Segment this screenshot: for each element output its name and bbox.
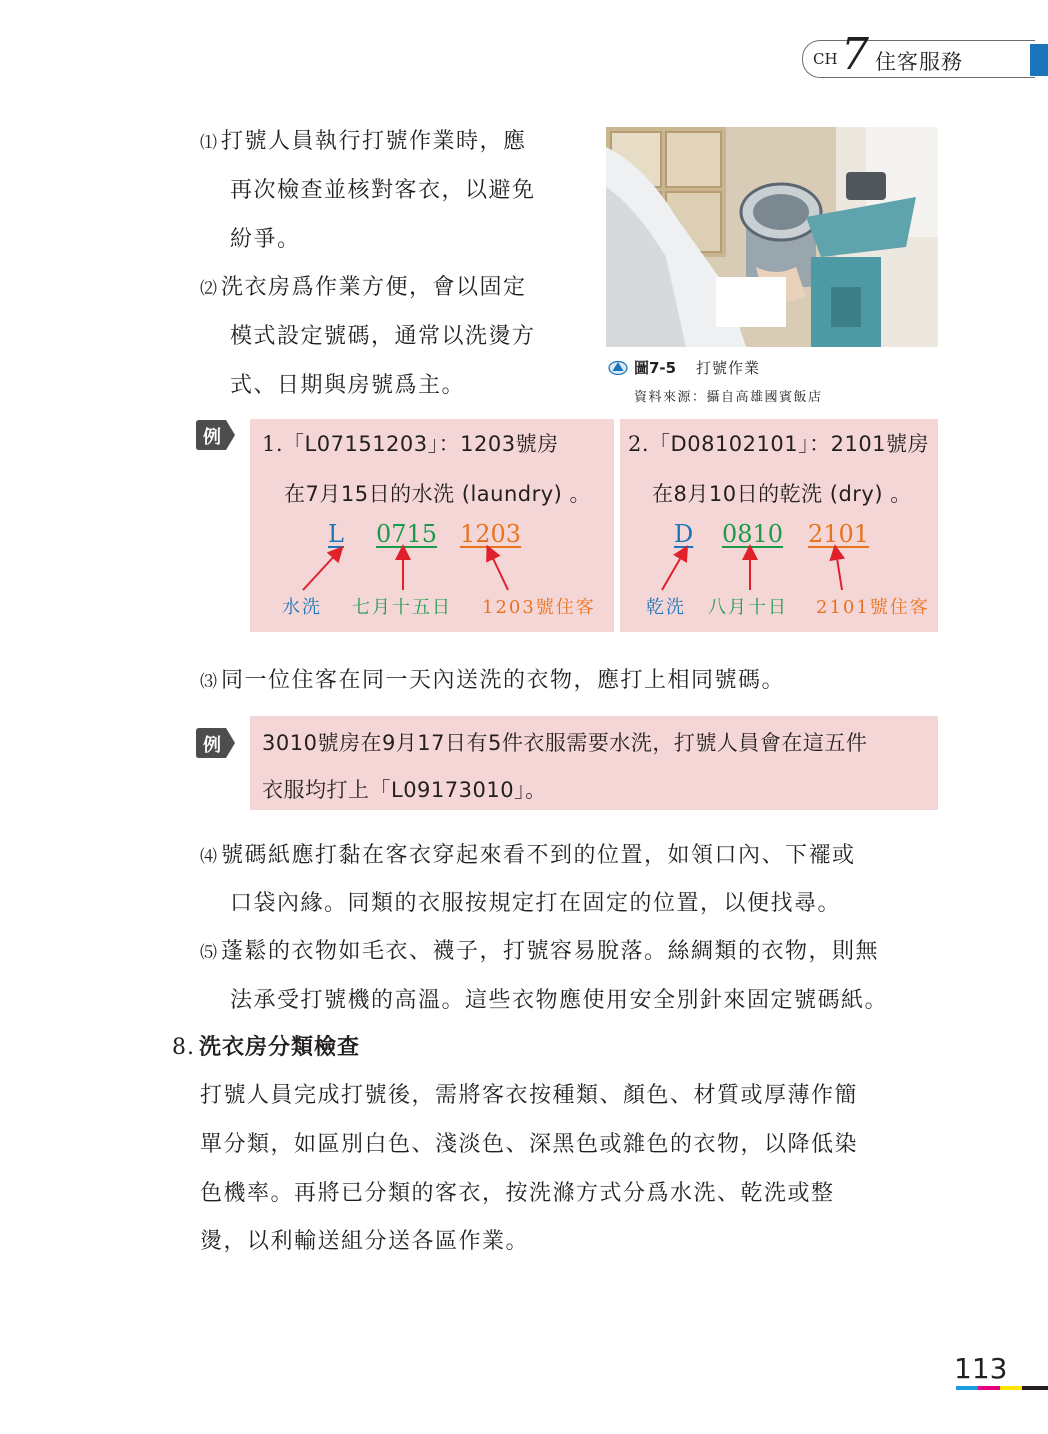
- chapter-title: 住客服務: [875, 50, 963, 74]
- item-2-line-3: 式、日期與房號爲主。: [230, 373, 466, 398]
- chapter-prefix: CH: [813, 50, 838, 68]
- code-arrows: [250, 540, 940, 600]
- label-date: 七月十五日: [352, 597, 452, 618]
- figure-label: 圖7-5: [634, 359, 677, 377]
- item-4-line-1: ⑷ 號碼紙應打黏在客衣穿起來看不到的位置，如領口內、下襬或: [200, 843, 856, 868]
- example-2-line-2: 衣服均打上「L09173010」。: [262, 778, 547, 802]
- item-4-line-2: 口袋內緣。同類的衣服按規定打在固定的位置，以便找尋。: [230, 891, 842, 916]
- item-5-line-2: 法承受打號機的高溫。這些衣物應使用安全別針來固定號碼紙。: [230, 988, 889, 1013]
- item-1-marker: ⑴: [200, 133, 217, 153]
- section-8-line-4: 燙，以利輸送組分送各區作業。: [200, 1229, 530, 1254]
- code-segment-date: 0715: [376, 520, 438, 548]
- example-1-left-line-1: 1.「L07151203」：1203號房: [262, 432, 559, 456]
- code-segment-type: L: [328, 520, 344, 548]
- code-segment-date: 0810: [722, 520, 784, 548]
- item-3-line-1: ⑶ 同一位住客在同一天內送洗的衣物，應打上相同號碼。: [200, 668, 786, 693]
- label-room: 1203號住客: [482, 597, 596, 618]
- item-1-line-2: 再次檢查並核對客衣，以避免: [230, 178, 536, 203]
- item-1-line-1: ⑴ 打號人員執行打號作業時，應: [200, 129, 527, 154]
- label-date: 八月十日: [708, 597, 788, 618]
- item-2-marker: ⑵: [200, 279, 217, 299]
- example-1-right-line-1: 2.「D08102101」：2101號房: [628, 432, 930, 456]
- arrow-room-right: [836, 552, 842, 590]
- example-1-right-line-2: 在8月10日的乾洗 (dry) 。: [652, 482, 912, 506]
- color-bar-cyan: [956, 1386, 978, 1390]
- item-4-marker: ⑷: [200, 847, 217, 867]
- example-badge-label: 例: [203, 427, 221, 448]
- label-type: 水洗: [282, 597, 322, 618]
- color-bar-magenta: [978, 1386, 1000, 1390]
- section-8-line-2: 單分類，如區別白色、淺淡色、深黑色或雜色的衣物，以降低染: [200, 1132, 859, 1157]
- label-type: 乾洗: [646, 597, 686, 618]
- color-bar-black: [1022, 1386, 1048, 1390]
- example-badge-label: 例: [203, 735, 221, 756]
- code-segment-room: 2101: [808, 520, 870, 548]
- item-3-marker: ⑶: [200, 672, 217, 692]
- figure-source: 資料來源：攝自高雄國賓飯店: [634, 390, 823, 405]
- arrow-type-left: [303, 552, 338, 590]
- item-2-line-2: 模式設定號碼，通常以洗燙方: [230, 324, 536, 349]
- section-8-line-3: 色機率。再將已分類的客衣，按洗滌方式分爲水洗、乾洗或整: [200, 1181, 835, 1206]
- code-segment-type: D: [674, 520, 694, 548]
- code-segment-room: 1203: [460, 520, 522, 548]
- header-accent-bar: [1030, 44, 1048, 76]
- item-5-line-1: ⑸ 蓬鬆的衣物如毛衣、襪子，打號容易脫落。絲綢類的衣物，則無: [200, 939, 880, 964]
- arrow-room-left: [490, 552, 508, 590]
- chapter-number: 7: [841, 29, 869, 80]
- section-8-line-1: 打號人員完成打號後，需將客衣按種類、顏色、材質或厚薄作簡: [200, 1083, 859, 1108]
- figure-photo-tagging-machine: [606, 127, 938, 347]
- item-1-line-3: 紛爭。: [230, 227, 301, 252]
- item-5-marker: ⑸: [200, 943, 217, 963]
- example-1-left-line-2: 在7月15日的水洗 (laundry) 。: [284, 482, 592, 506]
- section-8-heading: 8. 洗衣房分類檢查: [172, 1035, 361, 1060]
- example-2-line-1: 3010號房在9月17日有5件衣服需要水洗，打號人員會在這五件: [262, 731, 868, 755]
- arrow-type-right: [662, 552, 684, 590]
- color-bar-yellow: [1000, 1386, 1022, 1390]
- label-room: 2101號住客: [816, 597, 930, 618]
- triangle-bullet-icon: [608, 359, 628, 375]
- item-2-line-1: ⑵ 洗衣房爲作業方便，會以固定: [200, 275, 527, 300]
- page-number: 113: [954, 1352, 1008, 1385]
- figure-title: 打號作業: [696, 359, 761, 377]
- chapter-header: [802, 29, 1035, 80]
